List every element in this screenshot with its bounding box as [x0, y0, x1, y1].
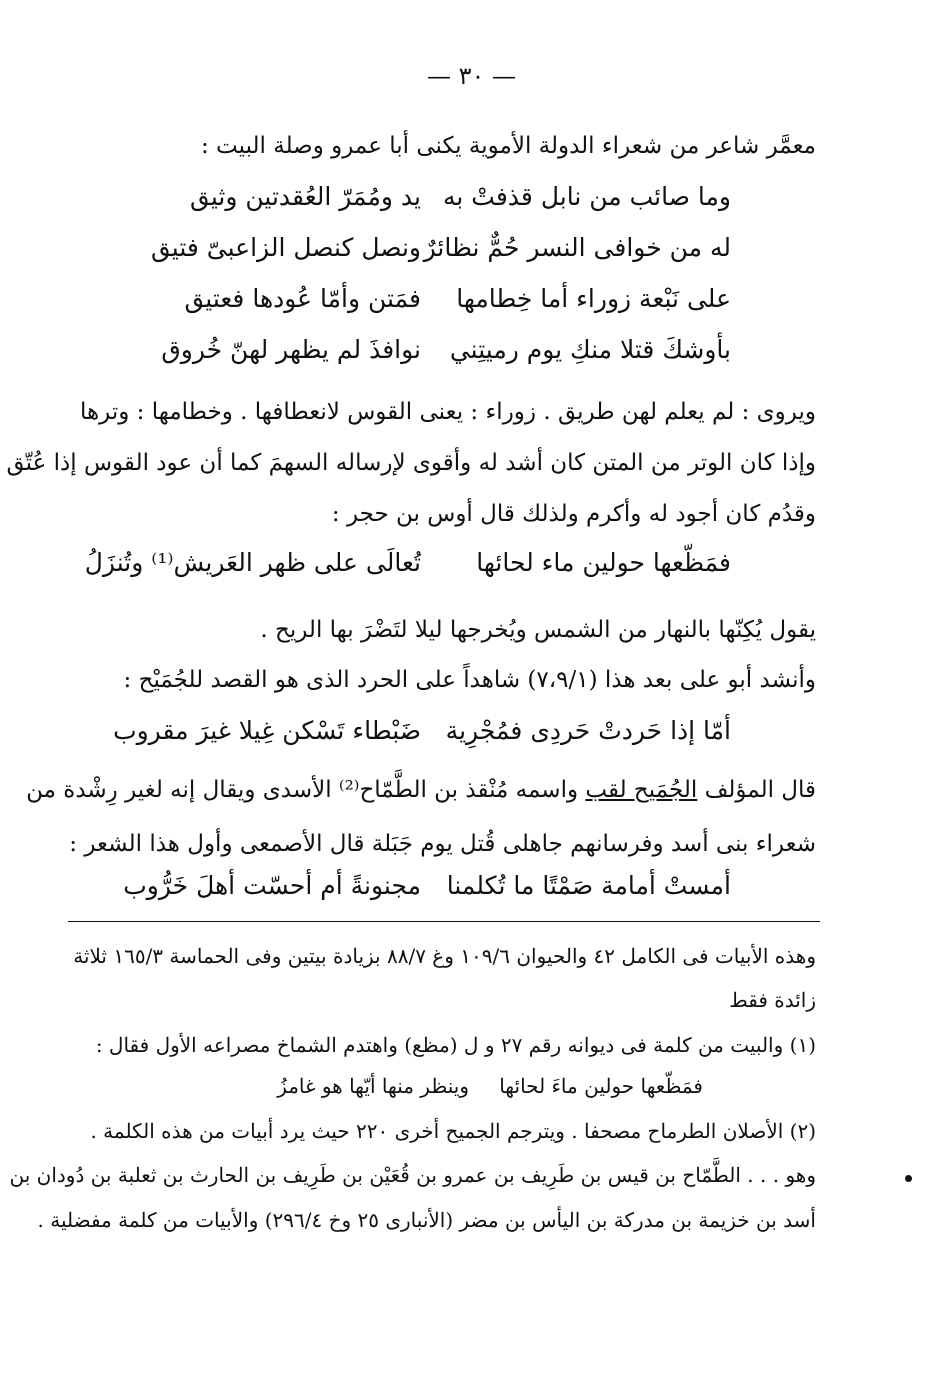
- footnote1-line: (١) والبيت من كلمة فى ديوانه رقم ٢٧ و ل (مظع) واهتدم الشماخ مصراعه الأول فقال :: [95, 1033, 816, 1057]
- footnote-divider: [68, 921, 820, 922]
- prose1-line1: ويروى : لم يعلم لهن طريق . زوراء : يعنى القوس لانعطافها . وخطامها : وترها: [80, 399, 816, 425]
- poem1-line1-hemistich2: يد ومُمَرّ العُقدتين وثيق: [190, 182, 421, 211]
- jumayh-verse-hemistich2: ضَبْطاء تَسْكن غِيلا غيرَ مقروب: [113, 716, 421, 745]
- prose1-line3: وقدُم كان أجود له وأكرم ولذلك قال أوس بن حجر :: [331, 501, 816, 527]
- poem1-line4-hemistich2: نوافذَ لم يظهر لهنّ خُروق: [161, 335, 421, 364]
- footnote1-verse-hemistich1: فمَظّعها حولين ماءَ لحائها: [499, 1074, 703, 1098]
- poem1-line3-hemistich1: على نَبْعة زوراء أما خِطامها: [456, 284, 731, 313]
- jumayh-verse-hemistich1: أمّا إذا حَردتْ حَردِى فمُجْرِية: [445, 716, 731, 745]
- last-verse-hemistich2: مجنونةً أم أحسّت أهلَ خَرُّوب: [123, 871, 421, 900]
- prose3-part-a: قال المؤلف: [697, 777, 816, 803]
- footnote1-verse-hemistich2: وينظر منها أيّها هو غامزُ: [277, 1074, 469, 1098]
- footnote2-line2: وهو . . . الطَّمّاح بن قيس بن طَرِيف بن عمرو بن قُعَيْن بن طَرِيف بن الحارث بن ثعلبة بن دُودان بن: [9, 1163, 816, 1187]
- prose2-line1: يقول يُكِنّها بالنهار من الشمس ويُخرجها ليلا لتَضْرَ بها الريح .: [260, 617, 816, 643]
- footnote2-line1: (٢) الأصلان الطرماح مصحفا . ويترجم الجميح أخرى ٢٢٠ حيث يرد أبيات من هذه الكلمة .: [90, 1119, 816, 1143]
- aws-verse-hemistich1: فمَظّعها حولين ماء لحائها: [476, 548, 731, 577]
- intro-line: معمَّر شاعر من شعراء الدولة الأموية يكنى أبا عمرو وصلة البيت :: [201, 133, 816, 159]
- aws-verse-hemistich2: تُعالَى على ظهر العَريش⁽¹⁾ وتُنزَلُ: [84, 548, 421, 577]
- poem1-line4-hemistich1: بأوشكَ قتلا منكِ يوم رميتِني: [449, 335, 731, 364]
- footnote0-line1: وهذه الأبيات فى الكامل ٤٢ والحيوان ١٠٩/٦ وغ ٨٨/٧ بزيادة بيتين وفى الحماسة ١٦٥/٣ ثلاثة: [73, 944, 816, 968]
- margin-dot: [905, 1175, 912, 1182]
- prose3-line: [26, 770, 816, 810]
- prose1-line2: وإذا كان الوتر من المتن كان أشد له وأقوى لإرساله السهمَ كما أن عود القوس إذا عُتّق: [6, 450, 816, 476]
- poem1-line3-hemistich2: فمَتن وأمّا عُودها فعتيق: [184, 284, 421, 313]
- prose4-line: شعراء بنى أسد وفرسانهم جاهلى قُتل يوم جَبَلة قال الأصمعى وأول هذا الشعر :: [69, 831, 816, 857]
- poem1-line2-hemistich1: له من خوافى النسر حُمٌّ نظائرٌ: [423, 233, 731, 262]
- last-verse-hemistich1: أمستْ أمامة صَمْتًا ما تُكلمنا: [446, 871, 731, 900]
- footnote2-line3: أسد بن خزيمة بن مدركة بن اليأس بن مضر (الأنبارى ٢٥ وخ ٢٩٦/٤) والأبيات من كلمة مفضلية .: [37, 1208, 816, 1232]
- prose3-underlined: الجُمَيح لقب: [585, 777, 698, 803]
- poem1-line2-hemistich2: ونصل كنصل الزاعبىّ فتيق: [150, 233, 421, 262]
- footnote0-line2: زائدة فقط: [729, 988, 816, 1012]
- poem1-line1-hemistich1: وما صائب من نابل قذفتْ به: [443, 182, 731, 211]
- prose3-part-b: واسمه مُنْقذ بن الطَّمّاح⁽²⁾ الأسدى ويقال إنه لغير رِشْدة من: [26, 777, 586, 803]
- page-number: — ٣٠ —: [426, 62, 517, 90]
- prose2-line2: وأنشد أبو على بعد هذا (٧،٩/١) شاهداً على الحرد الذى هو القصد للجُمَيْح :: [123, 667, 816, 693]
